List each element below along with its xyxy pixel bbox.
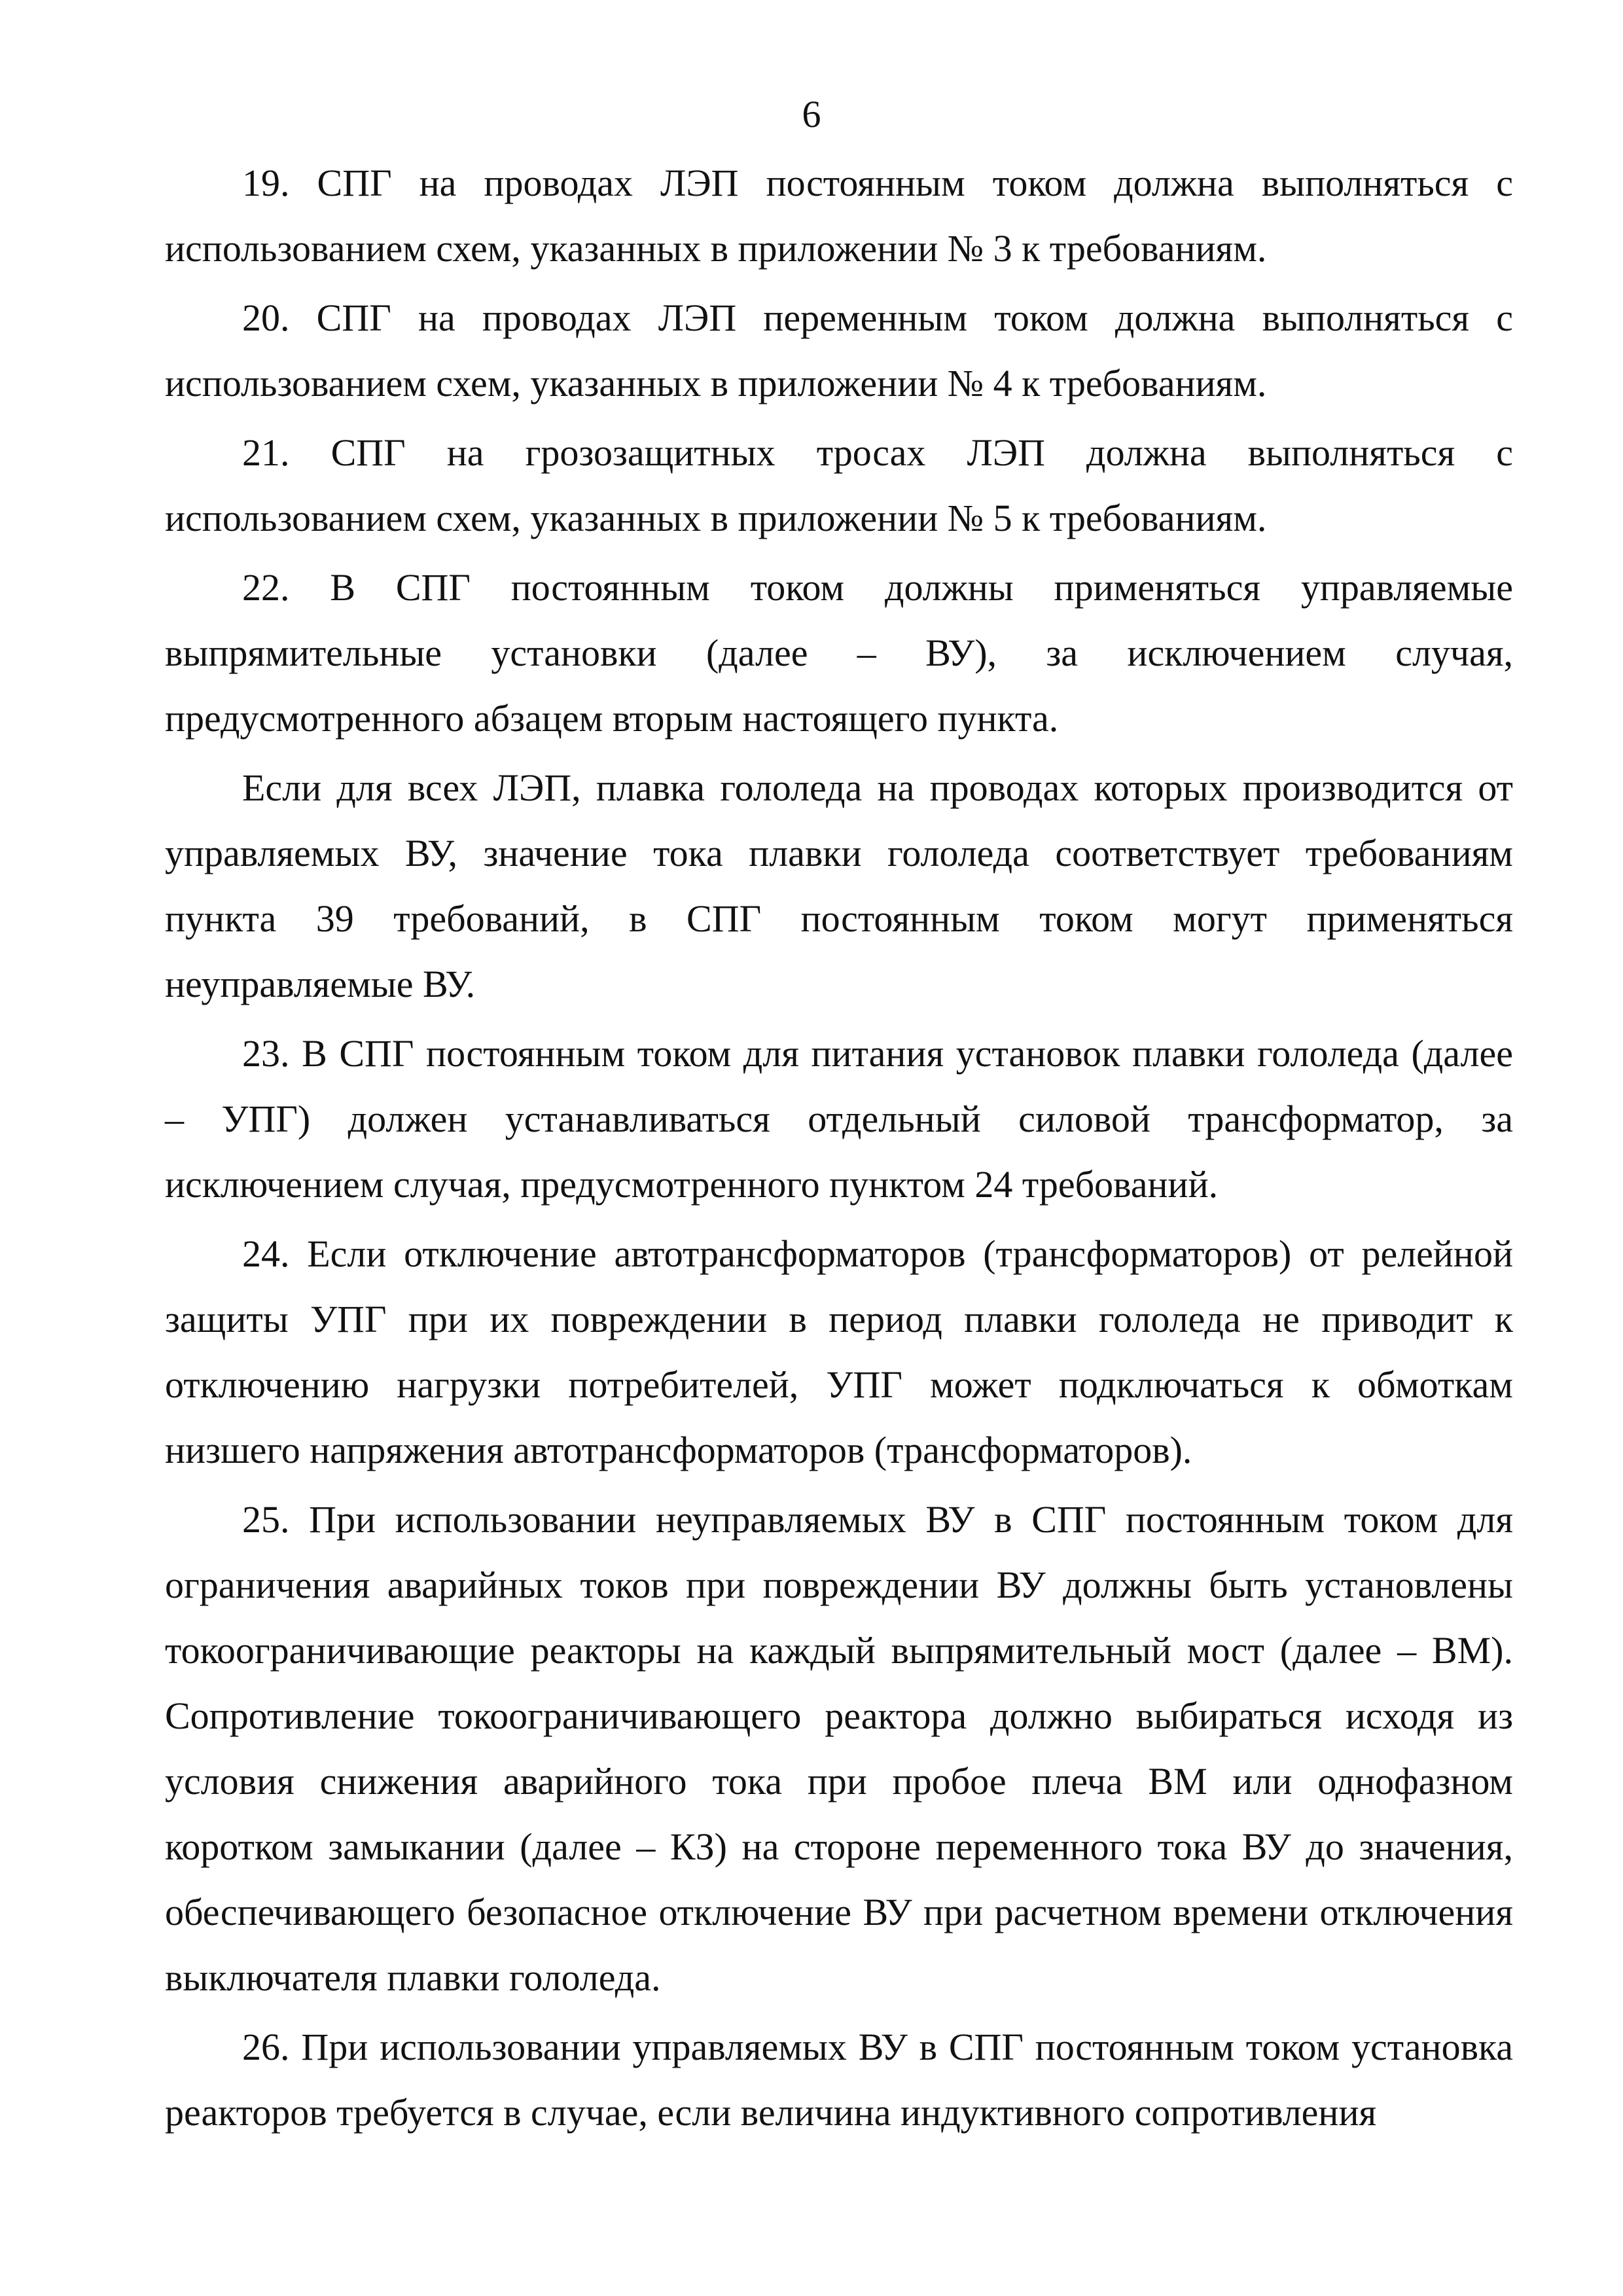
paragraph-25: 25. При использовании неуправляемых ВУ в СПГ постоянным током для ограничения аварийных токов при повреждении ВУ должны быть установлены токоограничивающие реакторы на каждый выпрямительный мост (далее – ВМ). Сопротивление токоограничивающего реактора должно выбираться исходя из условия снижения аварийного тока при пробое плеча ВМ или однофазном коротком замыкании (далее – КЗ) на стороне переменного тока ВУ до значения, обеспечивающего безопасное отключение ВУ при расчетном времени отключения выключателя плавки гололеда.: [165, 1498, 1513, 1999]
paragraph-20: 20. СПГ на проводах ЛЭП переменным током должна выполняться с использованием схем, указанных в приложении № 4 к требованиям.: [165, 296, 1513, 404]
paragraph-24: 24. Если отключение автотрансформаторов (трансформаторов) от релейной защиты УПГ при их повреждении в период плавки гололеда не приводит к отключению нагрузки потребителей, УПГ может подключаться к обмоткам низшего напряжения автотрансформаторов (трансформаторов).: [165, 1232, 1513, 1471]
paragraph-23: 23. В СПГ постоянным током для питания установок плавки гололеда (далее – УПГ) должен устанавливаться отдельный силовой трансформатор, за исключением случая, предусмотренного пунктом 24 требований.: [165, 1032, 1513, 1206]
page-number: 6: [802, 93, 821, 135]
paragraph-22: 22. В СПГ постоянным током должны применяться управляемые выпрямительные установки (далее – ВУ), за исключением случая, предусмотренного абзацем вторым настоящего пункта.: [165, 566, 1513, 740]
paragraph-22-second: Если для всех ЛЭП, плавка гололеда на проводах которых производится от управляемых ВУ, значение тока плавки гололеда соответствует требованиям пункта 39 требований, в СПГ постоянным током могут применяться неуправляемые ВУ.: [165, 766, 1513, 1005]
paragraph-21: 21. СПГ на грозозащитных тросах ЛЭП должна выполняться с использованием схем, указанных в приложении № 5 к требованиям.: [165, 431, 1513, 539]
paragraph-19: 19. СПГ на проводах ЛЭП постоянным током должна выполняться с использованием схем, указанных в приложении № 3 к требованиям.: [165, 162, 1513, 270]
document-body: [165, 151, 1513, 2149]
paragraph-26: 26. При использовании управляемых ВУ в СПГ постоянным током установка реакторов требуется в случае, если величина индуктивного сопротивления: [165, 2026, 1513, 2134]
